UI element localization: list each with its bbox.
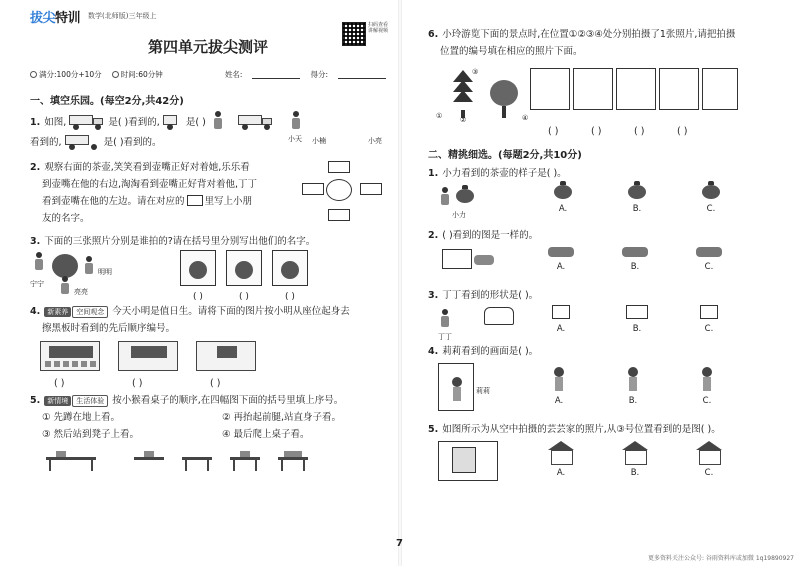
option-c3-a[interactable]: A. (552, 305, 570, 338)
mark-3: ③ (472, 68, 479, 76)
kid-dingding (440, 309, 450, 329)
tag-life: 生活体验 (72, 395, 108, 407)
option-c4-c[interactable]: C. (700, 367, 714, 410)
option-c3-b[interactable]: B. (626, 305, 648, 338)
option-c2-b[interactable]: B. (622, 247, 648, 276)
mark-2: ② (460, 116, 467, 124)
answer-box-left[interactable] (302, 183, 324, 195)
answer-photo-2[interactable]: ( ) (239, 292, 249, 302)
name-xiaotian: 小天 (288, 135, 302, 143)
truck-front-image (69, 113, 105, 129)
option-c2-c[interactable]: C. (696, 247, 722, 276)
photo-c (616, 68, 656, 110)
kid-lili (450, 377, 464, 401)
question-4: 4. 新素养 空间观念 今天小明是值日生。请将下面的图片按小明从座位起身去 擦黑板时看到的先后顺序编号。 ( ) ( ) ( ) (30, 306, 350, 389)
name-liangliang: 亮亮 (74, 288, 88, 296)
option-c1-b[interactable]: B. (628, 185, 646, 218)
name-mingming: 明明 (98, 268, 112, 276)
tag-new-literacy: 新素养 (44, 307, 71, 317)
truck-back-image (65, 133, 101, 149)
monkey-table-image (46, 449, 116, 471)
truck-scene-image (238, 113, 274, 129)
kid-ningning (34, 252, 44, 272)
answer-q6-3[interactable]: ( ) (634, 126, 645, 137)
answer-scene-3[interactable]: ( ) (210, 378, 221, 389)
kid-xiaoliang (291, 111, 301, 131)
name-ningning: 宁宁 (30, 280, 44, 288)
choice-1: 1. 小力看到的茶壶的样子是( )。 小力 A. B. C. (428, 165, 782, 223)
choice-3: 3. 丁丁看到的形状是( )。 丁丁 A. B. C. (428, 287, 782, 339)
name-xiaoliang: 小亮 (368, 137, 382, 145)
photo-b (573, 68, 613, 110)
classroom-scene-3 (196, 341, 256, 371)
name-field[interactable] (252, 70, 300, 79)
option-c3-c[interactable]: C. (700, 305, 718, 338)
bear-toy (52, 254, 78, 278)
page-title: 第四单元拔尖测评 (147, 38, 268, 56)
name-xiaoli: 小力 (452, 211, 466, 219)
question-1: 1. 如图, 是( )看到的, 是( ) 小天 小楠 小亮 看到的, 是( )看到的。 (30, 111, 386, 151)
tag-new-context: 新情境 (44, 396, 71, 406)
tag-spatial: 空间观念 (72, 306, 108, 318)
option-c2-a[interactable]: A. (548, 247, 574, 276)
table-view-4 (278, 449, 308, 471)
right-page (400, 0, 800, 566)
section1-heading: 一、填空乐园。(每空2分,共42分) (30, 96, 184, 107)
kid-xiaotian (213, 111, 223, 131)
name-label: 姓名: (224, 70, 243, 79)
name-xiaonan: 小楠 (312, 137, 326, 145)
round-tree (490, 78, 518, 118)
truck-side-image (163, 113, 183, 129)
question-3: 3. 下面的三张照片分别是谁拍的?请在括号里分别写出他们的名字。 明明 宁宁 亮亮 ( ) ( ) ( ) (30, 233, 386, 293)
answer-box-bottom[interactable] (328, 209, 350, 221)
kid-mingming (84, 256, 94, 276)
answer-scene-2[interactable]: ( ) (132, 378, 143, 389)
option-c5-c[interactable]: C. (696, 441, 722, 482)
option-c4-b[interactable]: B. (626, 367, 640, 410)
photo-2 (226, 250, 262, 286)
photo-a (530, 68, 570, 110)
question-2: 2. 观察右面的茶壶,笑笑看到壶嘴正好对着她,乐乐看 到壶嘴在他的右边,淘淘看到壶嘴正好背对着他,丁丁 看到壶嘴在他的左边。请在对应的 里写上小朋 友的名字。 (30, 159, 386, 229)
answer-q6-1[interactable]: ( ) (548, 126, 559, 137)
answer-box-top[interactable] (328, 161, 350, 173)
photo-1 (180, 250, 216, 286)
test-meta (30, 69, 386, 80)
answer-photo-3[interactable]: ( ) (285, 292, 295, 302)
photo-e (702, 68, 738, 110)
option-c1-a[interactable]: A. (554, 185, 572, 218)
qr-code (342, 22, 366, 46)
table-view-1 (134, 449, 164, 471)
step-1: ① 先蹲在地上看。 (42, 412, 121, 423)
brand-logo: 拔尖特训 (30, 10, 81, 26)
name-lili: 莉莉 (476, 387, 490, 395)
answer-box-sample (187, 195, 203, 206)
option-c5-b[interactable]: B. (622, 441, 648, 482)
choice-2: 2. ( )看到的图是一样的。 A. B. C. (428, 227, 782, 283)
option-c4-a[interactable]: A. (552, 367, 566, 410)
page-header (30, 8, 386, 24)
box-with-animals (442, 249, 472, 269)
mark-4: ④ (522, 114, 529, 122)
kid-xiaoli (440, 187, 450, 207)
teapot-image (326, 179, 352, 201)
mark-1: ① (436, 112, 443, 120)
choice-5: 5. 如图所示为从空中拍摄的芸芸家的照片,从③号位置看到的是图( )。 A. B. C. (428, 421, 782, 483)
answer-q6-4[interactable]: ( ) (677, 126, 688, 137)
photo-3 (272, 250, 308, 286)
answer-scene-1[interactable]: ( ) (54, 378, 65, 389)
classroom-scene-1 (40, 341, 100, 371)
points-label: 得分: (310, 70, 328, 79)
aerial-house (452, 447, 476, 473)
time-info: 时间:60分钟 (112, 69, 163, 80)
option-c5-a[interactable]: A. (548, 441, 574, 482)
qr-caption: 扫码查看讲解视频 (368, 22, 389, 34)
table-view-2 (182, 449, 212, 471)
classroom-scene-2 (118, 341, 178, 371)
option-c1-c[interactable]: C. (702, 185, 720, 218)
question-5: 5. 新情境 生活体验 按小猴看桌子的顺序,在四幅图下面的括号里填上序号。 ① 先蹲在地上看。 ② 再抬起前腿,站直身子看。 ③ 然后站到凳子上看。 ④ 最后爬上桌子看。 (30, 392, 386, 477)
kid-liangliang (60, 276, 70, 296)
step-2: ② 再抬起前腿,站直身子看。 (222, 412, 342, 423)
teapot-scene (456, 189, 474, 203)
name-dingding: 丁丁 (438, 333, 452, 341)
step-3: ③ 然后站到凳子上看。 (42, 429, 140, 440)
points-field[interactable] (338, 70, 386, 79)
answer-photo-1[interactable]: ( ) (193, 292, 203, 302)
photo-d (659, 68, 699, 110)
answer-q6-2[interactable]: ( ) (591, 126, 602, 137)
footer-note: 更多资料关注公众号: 谷雨资料库或加微 1q19890927 (647, 555, 794, 562)
header-subtitle: 数学(北师版)三年级上 (88, 12, 157, 20)
question-6: 6. 小玲游览下面的景点时,在位置①②③④处分别拍摄了1张照片,请把拍摄 位置的编号填在相应的照片下面。 ① ② ③ ④ ( ) ( ) ( ) ( ) (428, 26, 782, 138)
step-4: ④ 最后爬上桌子看。 (222, 429, 310, 440)
page-number: 7 (396, 538, 403, 549)
animals-figure (474, 255, 494, 265)
table-view-3 (230, 449, 260, 471)
cylinder-cube-objects (484, 307, 514, 325)
choice-4: 4. 莉莉看到的画面是( )。 莉莉 A. B. C. (428, 343, 782, 417)
answer-box-right[interactable] (360, 183, 382, 195)
section2-heading: 二、精挑细选。(每题2分,共10分) (428, 150, 582, 161)
score-info: 满分:100分+10分 (30, 69, 102, 80)
